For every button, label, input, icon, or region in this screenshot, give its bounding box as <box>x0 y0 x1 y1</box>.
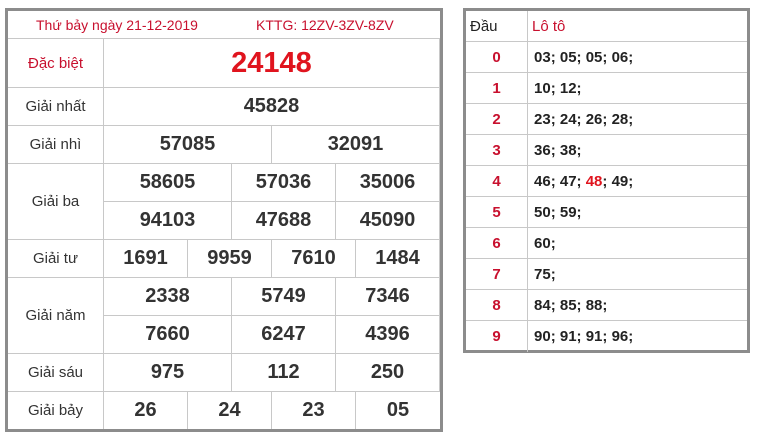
loto-number: 05 <box>559 48 577 66</box>
loto-number: 60 <box>534 234 551 252</box>
loto-row <box>466 135 747 166</box>
first-prize-label: Giải nhất <box>8 88 104 126</box>
loto-separator: ; <box>550 172 560 190</box>
results-table <box>5 8 443 432</box>
loto-row <box>466 73 747 104</box>
loto-number: 49 <box>611 172 629 190</box>
loto-head-digit: 3 <box>466 135 528 165</box>
loto-head-digit: 5 <box>466 197 528 227</box>
kttg-code: KTTG: 12ZV-3ZV-8ZV <box>256 17 394 33</box>
fourth-prize-number: 7610 <box>272 240 356 278</box>
sixth-prize-number: 112 <box>232 354 336 392</box>
loto-table <box>463 8 750 353</box>
fifth-prize-number: 2338 <box>104 278 232 316</box>
loto-separator: ; <box>628 172 638 190</box>
loto-number: 84 <box>534 296 551 314</box>
loto-number: 36 <box>534 141 551 159</box>
special-prize-label: Đặc biệt <box>8 39 104 88</box>
results-header <box>8 11 440 39</box>
loto-row <box>466 290 747 321</box>
loto-head-digit: 1 <box>466 73 528 103</box>
loto-separator: ; <box>602 110 612 128</box>
loto-number: 06 <box>611 48 629 66</box>
fifth-prize-number: 7660 <box>104 316 232 354</box>
fifth-prize-number: 6247 <box>232 316 336 354</box>
loto-head-digit: 6 <box>466 228 528 258</box>
draw-date: Thứ bảy ngày 21-12-2019 <box>36 17 198 33</box>
second-prize-label: Giải nhì <box>8 126 104 164</box>
loto-values <box>534 135 586 165</box>
fourth-prize-label: Giải tư <box>8 240 104 278</box>
loto-number: 05 <box>585 48 603 66</box>
loto-number: 47 <box>559 172 577 190</box>
loto-number: 85 <box>559 296 577 314</box>
loto-values-column-label: Lô tô <box>532 17 566 35</box>
loto-number: 03 <box>534 48 551 66</box>
seventh-prize-number: 23 <box>272 392 356 429</box>
loto-values <box>534 42 637 72</box>
loto-row <box>466 166 747 197</box>
loto-separator: ; <box>628 110 638 128</box>
loto-separator: ; <box>602 328 612 345</box>
fourth-prize-number: 9959 <box>188 240 272 278</box>
loto-values <box>534 228 560 258</box>
third-prize-number: 47688 <box>232 202 336 240</box>
loto-separator: ; <box>550 234 560 252</box>
loto-separator: ; <box>628 328 638 345</box>
loto-head-digit: 9 <box>466 321 528 352</box>
sixth-prize-label: Giải sáu <box>8 354 104 392</box>
second-prize-number: 32091 <box>272 126 440 164</box>
loto-values <box>534 197 586 227</box>
loto-number: 90 <box>534 328 551 345</box>
loto-separator: ; <box>602 48 612 66</box>
loto-number: 48 <box>585 172 603 190</box>
fifth-prize-number: 5749 <box>232 278 336 316</box>
loto-number: 10 <box>534 79 551 97</box>
loto-separator: ; <box>550 141 560 159</box>
loto-number: 38 <box>559 141 577 159</box>
loto-header-row <box>466 11 747 42</box>
special-prize-number: 24148 <box>104 39 440 88</box>
seventh-prize-number: 24 <box>188 392 272 429</box>
sixth-prize-number: 250 <box>336 354 440 392</box>
loto-number: 96 <box>611 328 629 345</box>
loto-row <box>466 228 747 259</box>
loto-separator: ; <box>576 110 586 128</box>
loto-separator: ; <box>550 110 560 128</box>
loto-head-digit: 7 <box>466 259 528 289</box>
loto-separator: ; <box>576 172 586 190</box>
loto-number: 88 <box>585 296 603 314</box>
loto-row <box>466 259 747 290</box>
third-prize-number: 57036 <box>232 164 336 202</box>
loto-number: 91 <box>559 328 577 345</box>
third-prize-label: Giải ba <box>8 164 104 240</box>
seventh-prize-number: 05 <box>386 399 410 421</box>
second-prize-number: 57085 <box>104 126 272 164</box>
loto-head-digit: 8 <box>466 290 528 320</box>
loto-separator: ; <box>576 79 586 97</box>
loto-separator: ; <box>576 328 586 345</box>
loto-separator: ; <box>602 296 612 314</box>
third-prize-number: 58605 <box>104 164 232 202</box>
fourth-prize-number: 1691 <box>104 240 188 278</box>
loto-number: 23 <box>534 110 551 128</box>
loto-separator: ; <box>550 265 560 283</box>
loto-number: 75 <box>534 265 551 283</box>
loto-number: 91 <box>585 328 603 345</box>
loto-number: 46 <box>534 172 551 190</box>
loto-row <box>466 197 747 228</box>
loto-separator: ; <box>550 296 560 314</box>
third-prize-number: 35006 <box>336 164 440 202</box>
seventh-prize-label: Giải bảy <box>8 392 104 429</box>
fifth-prize-number: 7346 <box>336 278 440 316</box>
loto-separator: ; <box>576 141 586 159</box>
loto-separator: ; <box>576 296 586 314</box>
loto-number: 24 <box>559 110 577 128</box>
loto-row <box>466 104 747 135</box>
loto-values <box>534 104 637 134</box>
loto-number: 50 <box>534 203 551 221</box>
loto-row <box>466 42 747 73</box>
loto-separator: ; <box>550 79 560 97</box>
loto-number: 26 <box>585 110 603 128</box>
loto-values <box>534 166 637 196</box>
loto-separator: ; <box>576 48 586 66</box>
fifth-prize-label: Giải năm <box>8 278 104 354</box>
loto-head-column-label: Đầu <box>466 11 528 41</box>
fifth-prize-number: 4396 <box>336 316 440 354</box>
loto-number: 59 <box>559 203 577 221</box>
seventh-prize-number: 26 <box>104 392 188 429</box>
loto-values <box>534 321 637 352</box>
loto-separator: ; <box>550 203 560 221</box>
third-prize-number: 94103 <box>104 202 232 240</box>
loto-values <box>534 290 612 320</box>
loto-row <box>466 321 747 352</box>
loto-head-digit: 0 <box>466 42 528 72</box>
loto-separator: ; <box>576 203 586 221</box>
loto-separator: ; <box>550 48 560 66</box>
loto-values <box>534 73 586 103</box>
loto-separator: ; <box>602 172 612 190</box>
loto-values <box>534 259 560 289</box>
loto-separator: ; <box>550 328 560 345</box>
fourth-prize-number: 1484 <box>356 240 440 278</box>
third-prize-number: 45090 <box>336 202 440 240</box>
loto-separator: ; <box>628 48 638 66</box>
sixth-prize-number: 975 <box>104 354 232 392</box>
loto-head-digit: 2 <box>466 104 528 134</box>
loto-number: 28 <box>611 110 629 128</box>
loto-head-digit: 4 <box>466 166 528 196</box>
first-prize-number: 45828 <box>104 88 440 126</box>
loto-number: 12 <box>559 79 577 97</box>
